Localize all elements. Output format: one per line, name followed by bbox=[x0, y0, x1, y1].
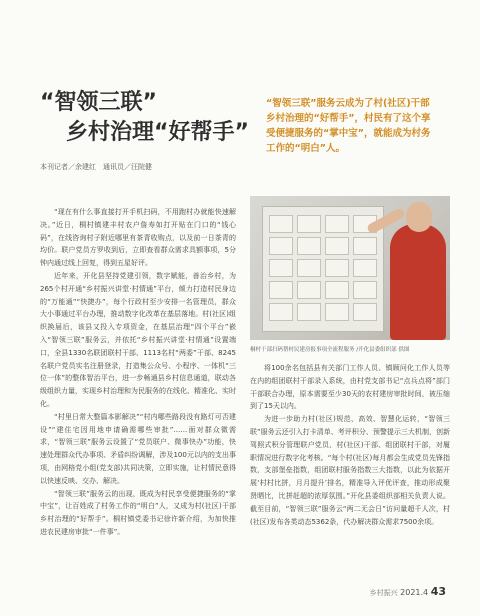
paragraph: 近年来，开化县坚持党建引领，数字赋能，善治乡村，为265个村开通“乡村振兴讲堂·村情通”平台，倾力打造村民身边的“万能通”“快捷办”，每个行政村至少安排一名管理员，群众大小事通过平台办理，推动数字化改革在基层落地。村(社区)组织换届后，该县又投入专项资金，在基层治理“四个平台”嵌入“智领三联”服务云，并依托“乡村振兴讲堂·村情通”设置端口，全县1330名联团联村干部、1113名村“两委”干部、8245名联户党员实名注册登录，打造集公众号、小程序、一体机“三位一体”的整体智治平台，进一步畅通县乡村信息通道，联动各级组织力量，实现乡村治理和为民服务的在线化、精准化、实时化。 bbox=[40, 271, 236, 408]
issue-date: 2021.4 bbox=[400, 588, 429, 597]
pull-quote: “智领三联”服务云成为了村(社区)干部乡村治理的“好帮手”，村民有了这个享受便捷服务的“掌中宝”，就能成为村务工作的“明白”人。 bbox=[266, 98, 431, 154]
person-figure bbox=[390, 224, 446, 340]
right-column bbox=[250, 362, 450, 528]
magazine-name: 乡村振兴 bbox=[369, 589, 398, 597]
person-head bbox=[406, 202, 432, 232]
paragraph: “智领三联”服务云的出现，既成为村民享受便捷服务的“掌中宝”，让百姓成了村务工作的“明白”人，又成为村(社区)干部乡村治理的“好帮手”。桐村镇党委书记徐许新介绍，为加快推进农民建房审批“一件事”。 bbox=[40, 489, 236, 536]
paragraph: “村里日常大整篇本影解决”“村内哪些路段没有路灯可否建设”“建住宅因用地申请确需哪些审批”……面对群众微需求，“智领三联”服务云设置了“党员联户、微事快办”功能，快速处理群众代办事项、矛盾纠纷调解，涉及100元以内的支出事项，由网格党小组(党支部)共同决策，立即实施，让村情民意得以快速反映、交办、解决。 bbox=[40, 412, 236, 485]
paragraph: 将100余名包括县有关部门工作人员、镇顾问化工作人员等在内的组团联村干部录入系统，由村党支部书记“点兵点将”部门干部联合办理，原本需要至少30天的农村建房审批时间，被压缩到了15天以内。 bbox=[250, 364, 450, 411]
notice-board bbox=[262, 206, 384, 332]
article-photo bbox=[250, 196, 450, 340]
byline: 本刊记者／余建红 通讯员／汪院健 bbox=[40, 163, 152, 171]
page-number: 43 bbox=[430, 585, 446, 598]
paragraph: 为进一步助力村(社区)规范、高效、智慧化运转，“智领三联”服务云还引入打卡清单、考评积分、预警提示三大机制，创新驾照式积分管理联户党员、村(社区)干部、组团联村干部，对履职情况进行数字化考核。“每个村(社区)每月都会生成党员先锋指数，支部堡垒指数，组团联村服务指数三大指数，以此为依据开展‘村村比拼，月月提升’排名，精准导入评优评查，推动形成聚贤晒比，比拼赶超的浓厚氛围。”开化县委组织部相关负责人说。截至目前，“智领三联”服务云“两二无会日”访问量超千人次，村(社区)发布各类动态5362条，代办解决群众需求7500余项。 bbox=[250, 415, 450, 526]
photo-caption: 桐村干部扫码帮村民建房报事项全流程服务 /开化县委组织部 供图 bbox=[250, 347, 410, 353]
title-line-1: “智领三联” bbox=[40, 90, 157, 115]
title-line-2: 乡村治理“好帮手” bbox=[66, 120, 249, 145]
left-column bbox=[40, 206, 236, 539]
page-footer bbox=[370, 585, 446, 598]
paragraph: “现在有什么事直接打开手机扫码，不用跑村办就能快速解决。”近日，桐村镇建丰村农户詹寿如打开贴在门口的“钱心码”，在线咨询村子附近哪里有茶青收购点，以及前一日茶青的均价。联户党员方罗收到后，立即查看群众需求具额事项，5分钟内通过线上回复，得到五星好评。 bbox=[40, 208, 236, 268]
article-title bbox=[40, 88, 249, 148]
